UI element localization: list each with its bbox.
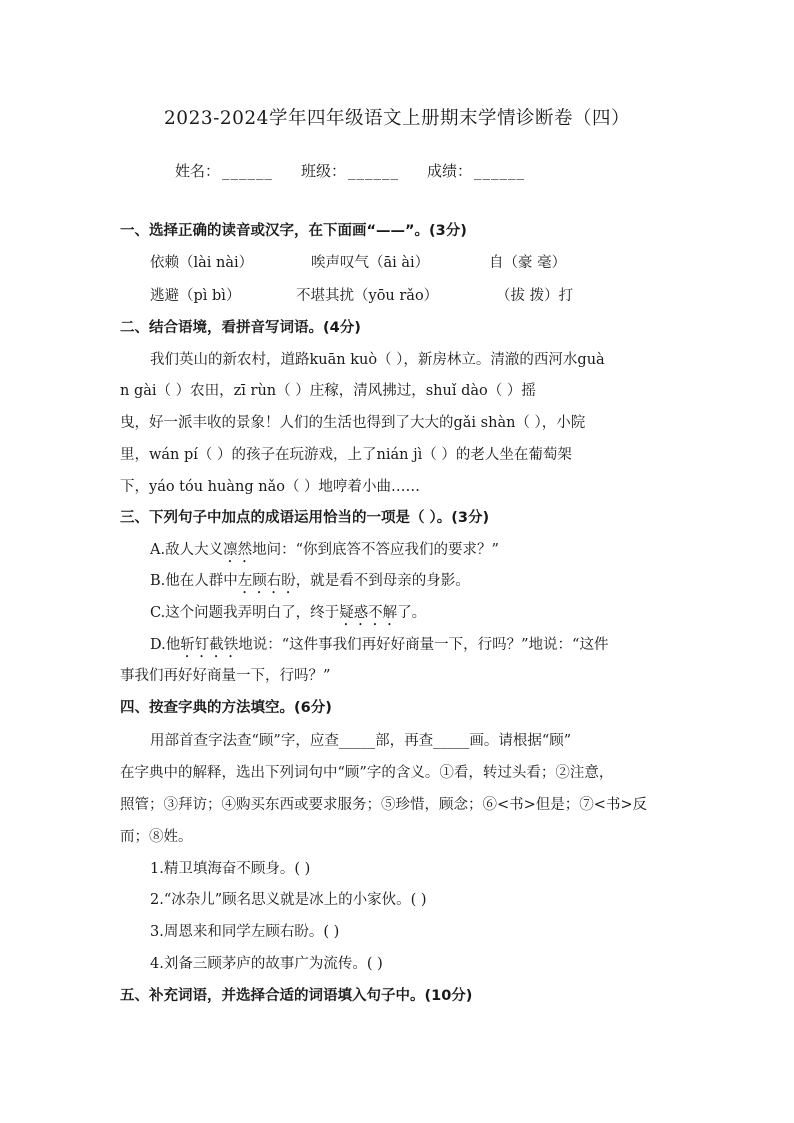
s1-item-5: 不堪其扰（yōu rǎo）	[296, 288, 439, 304]
s1-item-6: （拔 拨）打	[496, 288, 574, 304]
section-4-heading: 四、按查字典的方法填空。(6分)	[120, 700, 332, 716]
s3-a-pre: A.敌人大义	[150, 542, 224, 558]
class-field[interactable]: ______	[348, 162, 400, 180]
s4-item-4: 4.刘备三顾茅庐的故事广为流传。( )	[150, 956, 383, 972]
s3-option-c	[150, 601, 426, 629]
score-label: 成绩：	[427, 162, 473, 180]
s3-option-b	[150, 569, 470, 597]
s3-c-post: 了。	[397, 605, 427, 621]
class-label: 班级：	[301, 162, 347, 180]
s3-c-idiom: 疑惑不解	[339, 605, 398, 621]
s3-option-a	[150, 538, 499, 566]
s1-item-3: 自（豪 毫）	[489, 255, 567, 271]
section-3-heading: 三、下列句子中加点的成语运用恰当的一项是（ ）。(3分)	[120, 510, 490, 526]
s4-item-2: 2.“冰杂儿”顾名思义就是冰上的小家伙。( )	[150, 892, 427, 908]
s3-d-post: 地说：“这件事我们再好好商量一下，行吗？”地说：“这件	[238, 637, 609, 653]
page-title: 2023-2024学年四年级语文上册期末学情诊断卷（四）	[164, 108, 630, 129]
s3-a-post: 地问：“你到底答不答应我们的要求？”	[252, 542, 499, 558]
s4-line-3: 照管；③拜访；④购买东西或要求服务；⑤珍惜，顾念；⑥<书>但是；⑦<书>反	[120, 797, 648, 813]
section-5-heading: 五、补充词语，并选择合适的词语填入句子中。(10分)	[120, 988, 473, 1004]
name-field[interactable]: ______	[222, 162, 274, 180]
s4-line-1: 用部首查字法查“顾”字，应查_____部，再查_____画。请根据“顾”	[150, 733, 572, 749]
s3-c-pre: C.这个问题我弄明白了，终于	[150, 605, 340, 621]
s2-line-1: 我们英山的新农村，道路kuān kuò（ ），新房林立。清澈的西河水guà	[150, 352, 605, 368]
section-1-heading: 一、选择正确的读音或汉字，在下面画“——”。(3分)	[120, 223, 467, 239]
s3-b-idiom: 左顾右盼	[237, 573, 296, 589]
s4-line-2: 在字典中的解释，选出下列词句中“顾”字的含义。①看，转过头看；②注意，	[120, 765, 614, 781]
s3-d-idiom: 斩钉截铁	[180, 637, 239, 653]
s4-line-4: 而；⑧姓。	[120, 829, 193, 845]
student-info-row	[175, 160, 553, 181]
s1-item-4: 逃避（pì bì）	[150, 288, 241, 304]
s4-item-1: 1.精卫填海奋不顾身。( )	[150, 861, 311, 877]
s1-item-2: 唉声叹气（āi ài）	[311, 255, 430, 271]
s2-line-2: n gài（ ）农田，zī rùn（ ）庄稼，清风拂过，shuǐ dào（ ）摇	[120, 383, 536, 399]
s3-b-pre: B.他在人群中	[150, 573, 238, 589]
s3-option-d	[150, 633, 608, 661]
s3-option-d-line2: 事我们再好好商量一下，行吗？”	[120, 668, 331, 684]
name-label: 姓名：	[175, 162, 221, 180]
s3-a-idiom: 凛然	[223, 542, 253, 558]
s4-item-3: 3.周恩来和同学左顾右盼。( )	[150, 924, 340, 940]
s3-b-post: ，就是看不到母亲的身影。	[295, 573, 470, 589]
score-field[interactable]: ______	[474, 162, 526, 180]
s2-line-4: 里，wán pí（ ）的孩子在玩游戏，上了nián jì（ ）的老人坐在葡萄架	[120, 447, 572, 463]
s3-d-pre: D.他	[150, 637, 181, 653]
s2-line-3: 曳，好一派丰收的景象！人们的生活也得到了大大的gǎi shàn（ ），小院	[120, 415, 586, 431]
s1-item-1: 依赖（lài nài）	[150, 255, 254, 271]
s2-line-5: 下，yáo tóu huàng nǎo（ ）地哼着小曲……	[120, 479, 421, 495]
section-2-heading: 二、结合语境，看拼音写词语。(4分)	[120, 320, 361, 336]
